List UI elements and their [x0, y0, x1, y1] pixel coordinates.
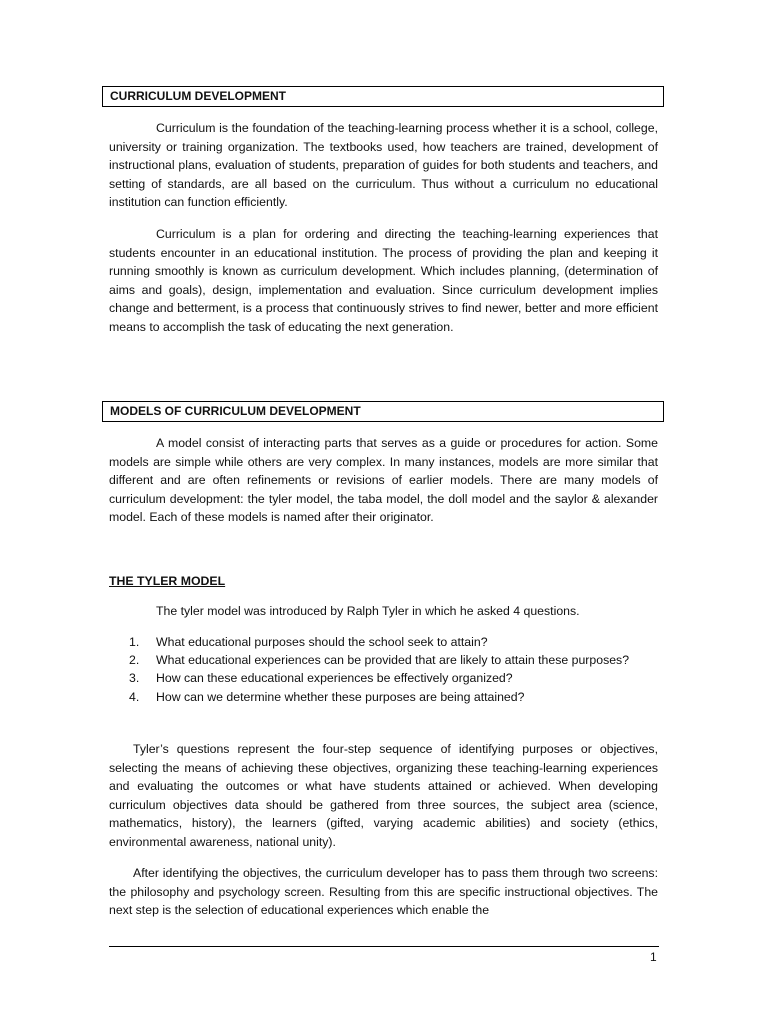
list-item: 3. How can these educational experiences be effectively organized? [129, 671, 513, 686]
footer-divider [109, 946, 659, 947]
list-item: 4. How can we determine whether these purposes are being attained? [129, 689, 525, 704]
section-heading-models: MODELS OF CURRICULUM DEVELOPMENT [102, 401, 664, 422]
list-item: 2. What educational experiences can be provided that are likely to attain these purposes? [129, 653, 630, 668]
paragraph-objectives-screens: After identifying the objectives, the curriculum developer has to pass them through two screens: the philosophy and psychology screen. Resulting from this are specific instructional objectives. The next step is the selection of educational experiences which enable the [109, 866, 658, 918]
paragraph-curriculum-foundation: Curriculum is the foundation of the teaching-learning process whether it is a school, college, university or training organization. The textbooks used, how teachers are trained, development of instructional plans, evaluation of students, preparation of guides for both students and teachers, and setting of standards, are all based on the curriculum. Thus without a curriculum no educational institution can function efficiently. [109, 121, 658, 210]
paragraph-models: A model consist of interacting parts that serves as a guide or procedures for action. Some models are simple while others are very complex. In many instances, models are more similar that different and are often refinements or revisions of earlier models. There are many models of curriculum development: the tyler model, the taba model, the doll model and the saylor & alexander model. Each of these models is named after their originator. [109, 436, 658, 525]
tyler-questions-list [109, 633, 658, 706]
paragraph-tyler-questions-explained: Tyler’s questions represent the four-step sequence of identifying purposes or objectives, selecting the means of achieving these objectives, organizing these teaching-learning experiences and evaluating the outcomes or what have students attained or achieved. When developing curriculum objectives data should be gathered from three sources, the subject area (science, mathematics, history), the learners (gifted, varying academic abilities) and society (ethics, environmental awareness, national unity). [109, 742, 658, 849]
subheading-tyler-model: THE TYLER MODEL [109, 574, 226, 588]
list-item: 1. What educational purposes should the school seek to attain? [129, 635, 488, 649]
page-number: 1 [650, 950, 657, 964]
section-heading-curriculum-development: CURRICULUM DEVELOPMENT [102, 86, 664, 107]
paragraph-curriculum-plan: Curriculum is a plan for ordering and directing the teaching-learning experiences that students encounter in an educational institution. The process of providing the plan and keeping it running smoothly is known as curriculum development. Which includes planning, (determination of aims and goals), design, implementation and evaluation. Since curriculum development implies change and betterment, is a process that continuously strives to find newer, better and more efficient means to accomplish the task of educating the next generation. [109, 227, 658, 334]
paragraph-tyler-intro: The tyler model was introduced by Ralph Tyler in which he asked 4 questions. [156, 604, 580, 618]
